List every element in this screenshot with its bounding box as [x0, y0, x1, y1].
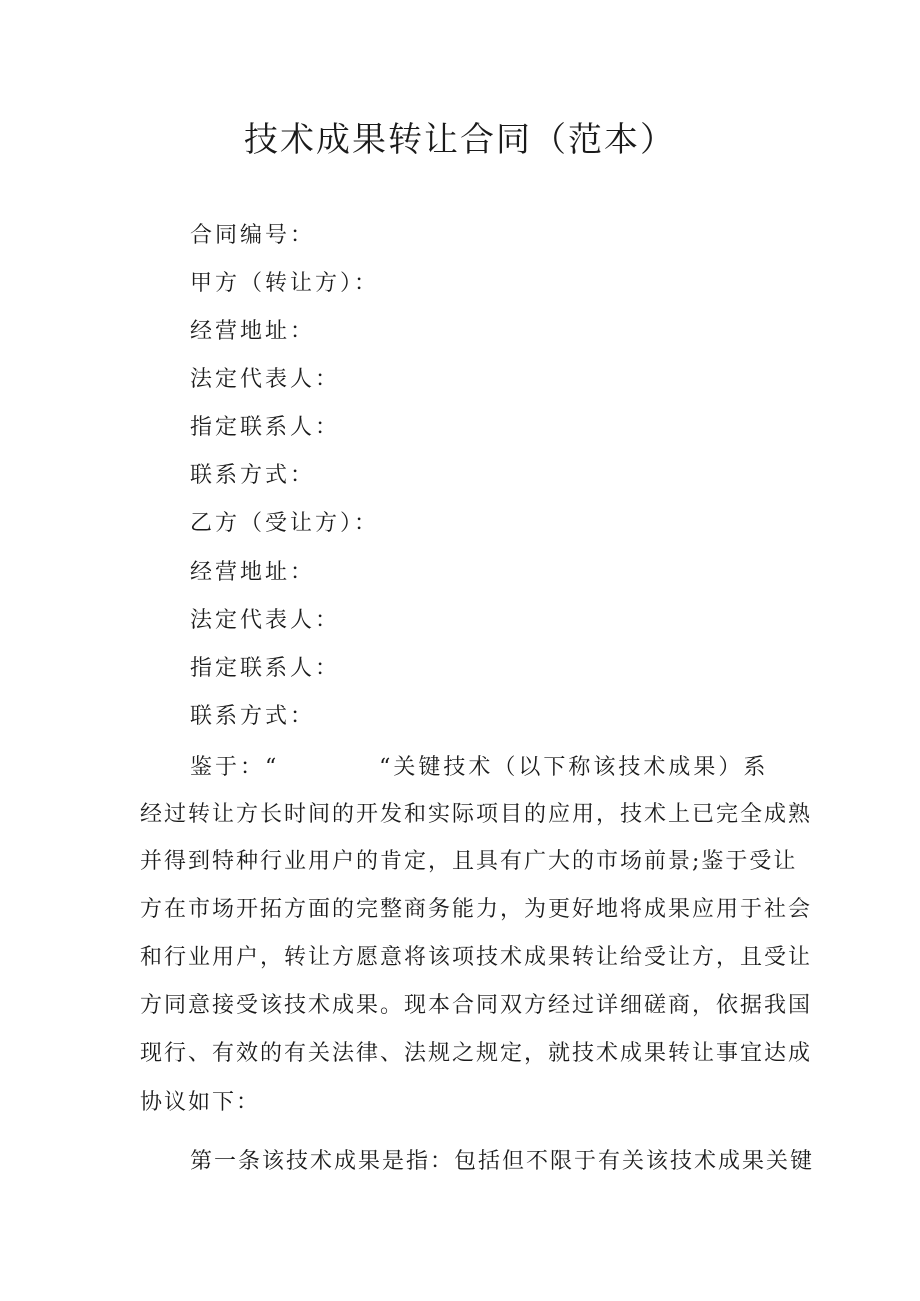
recital-line: 方在市场开拓方面的完整商务能力，为更好地将成果应用于社会	[140, 897, 813, 922]
field-party-a-contact-person: 指定联系人：	[190, 415, 341, 440]
field-party-a-contact-info: 联系方式：	[190, 463, 316, 488]
recital-line: 协议如下：	[140, 1090, 261, 1115]
recital-first-line: 鉴于：“ “关键技术（以下称该技术成果）系	[190, 755, 769, 780]
recital-line: 现行、有效的有关法律、法规之规定，就技术成果转让事宜达成	[140, 1041, 813, 1066]
field-party-b-contact-person: 指定联系人：	[190, 656, 341, 681]
field-party-a: 甲方（转让方）：	[190, 271, 380, 296]
recital-line: 和行业用户，转让方愿意将该项技术成果转让给受让方，且受让	[140, 945, 813, 970]
field-party-a-address: 经营地址：	[190, 319, 316, 344]
field-party-b-address: 经营地址：	[190, 560, 316, 585]
recital-line: 并得到特种行业用户的肯定，且具有广大的市场前景;鉴于受让	[140, 849, 798, 874]
recital-line: 经过转让方长时间的开发和实际项目的应用，技术上已完全成熟	[140, 802, 813, 827]
recital-line: 方同意接受该技术成果。现本合同双方经过详细磋商，依据我国	[140, 993, 813, 1018]
article-one-first-line: 第一条该技术成果是指：包括但不限于有关该技术成果关键	[190, 1149, 815, 1174]
field-party-b-contact-info: 联系方式：	[190, 704, 316, 729]
field-party-b: 乙方（受让方）：	[190, 511, 380, 536]
field-contract-number: 合同编号：	[190, 223, 316, 248]
contract-title: 技术成果转让合同（范本）	[244, 120, 676, 160]
field-party-b-legal-rep: 法定代表人：	[190, 608, 341, 633]
field-party-a-legal-rep: 法定代表人：	[190, 367, 341, 392]
